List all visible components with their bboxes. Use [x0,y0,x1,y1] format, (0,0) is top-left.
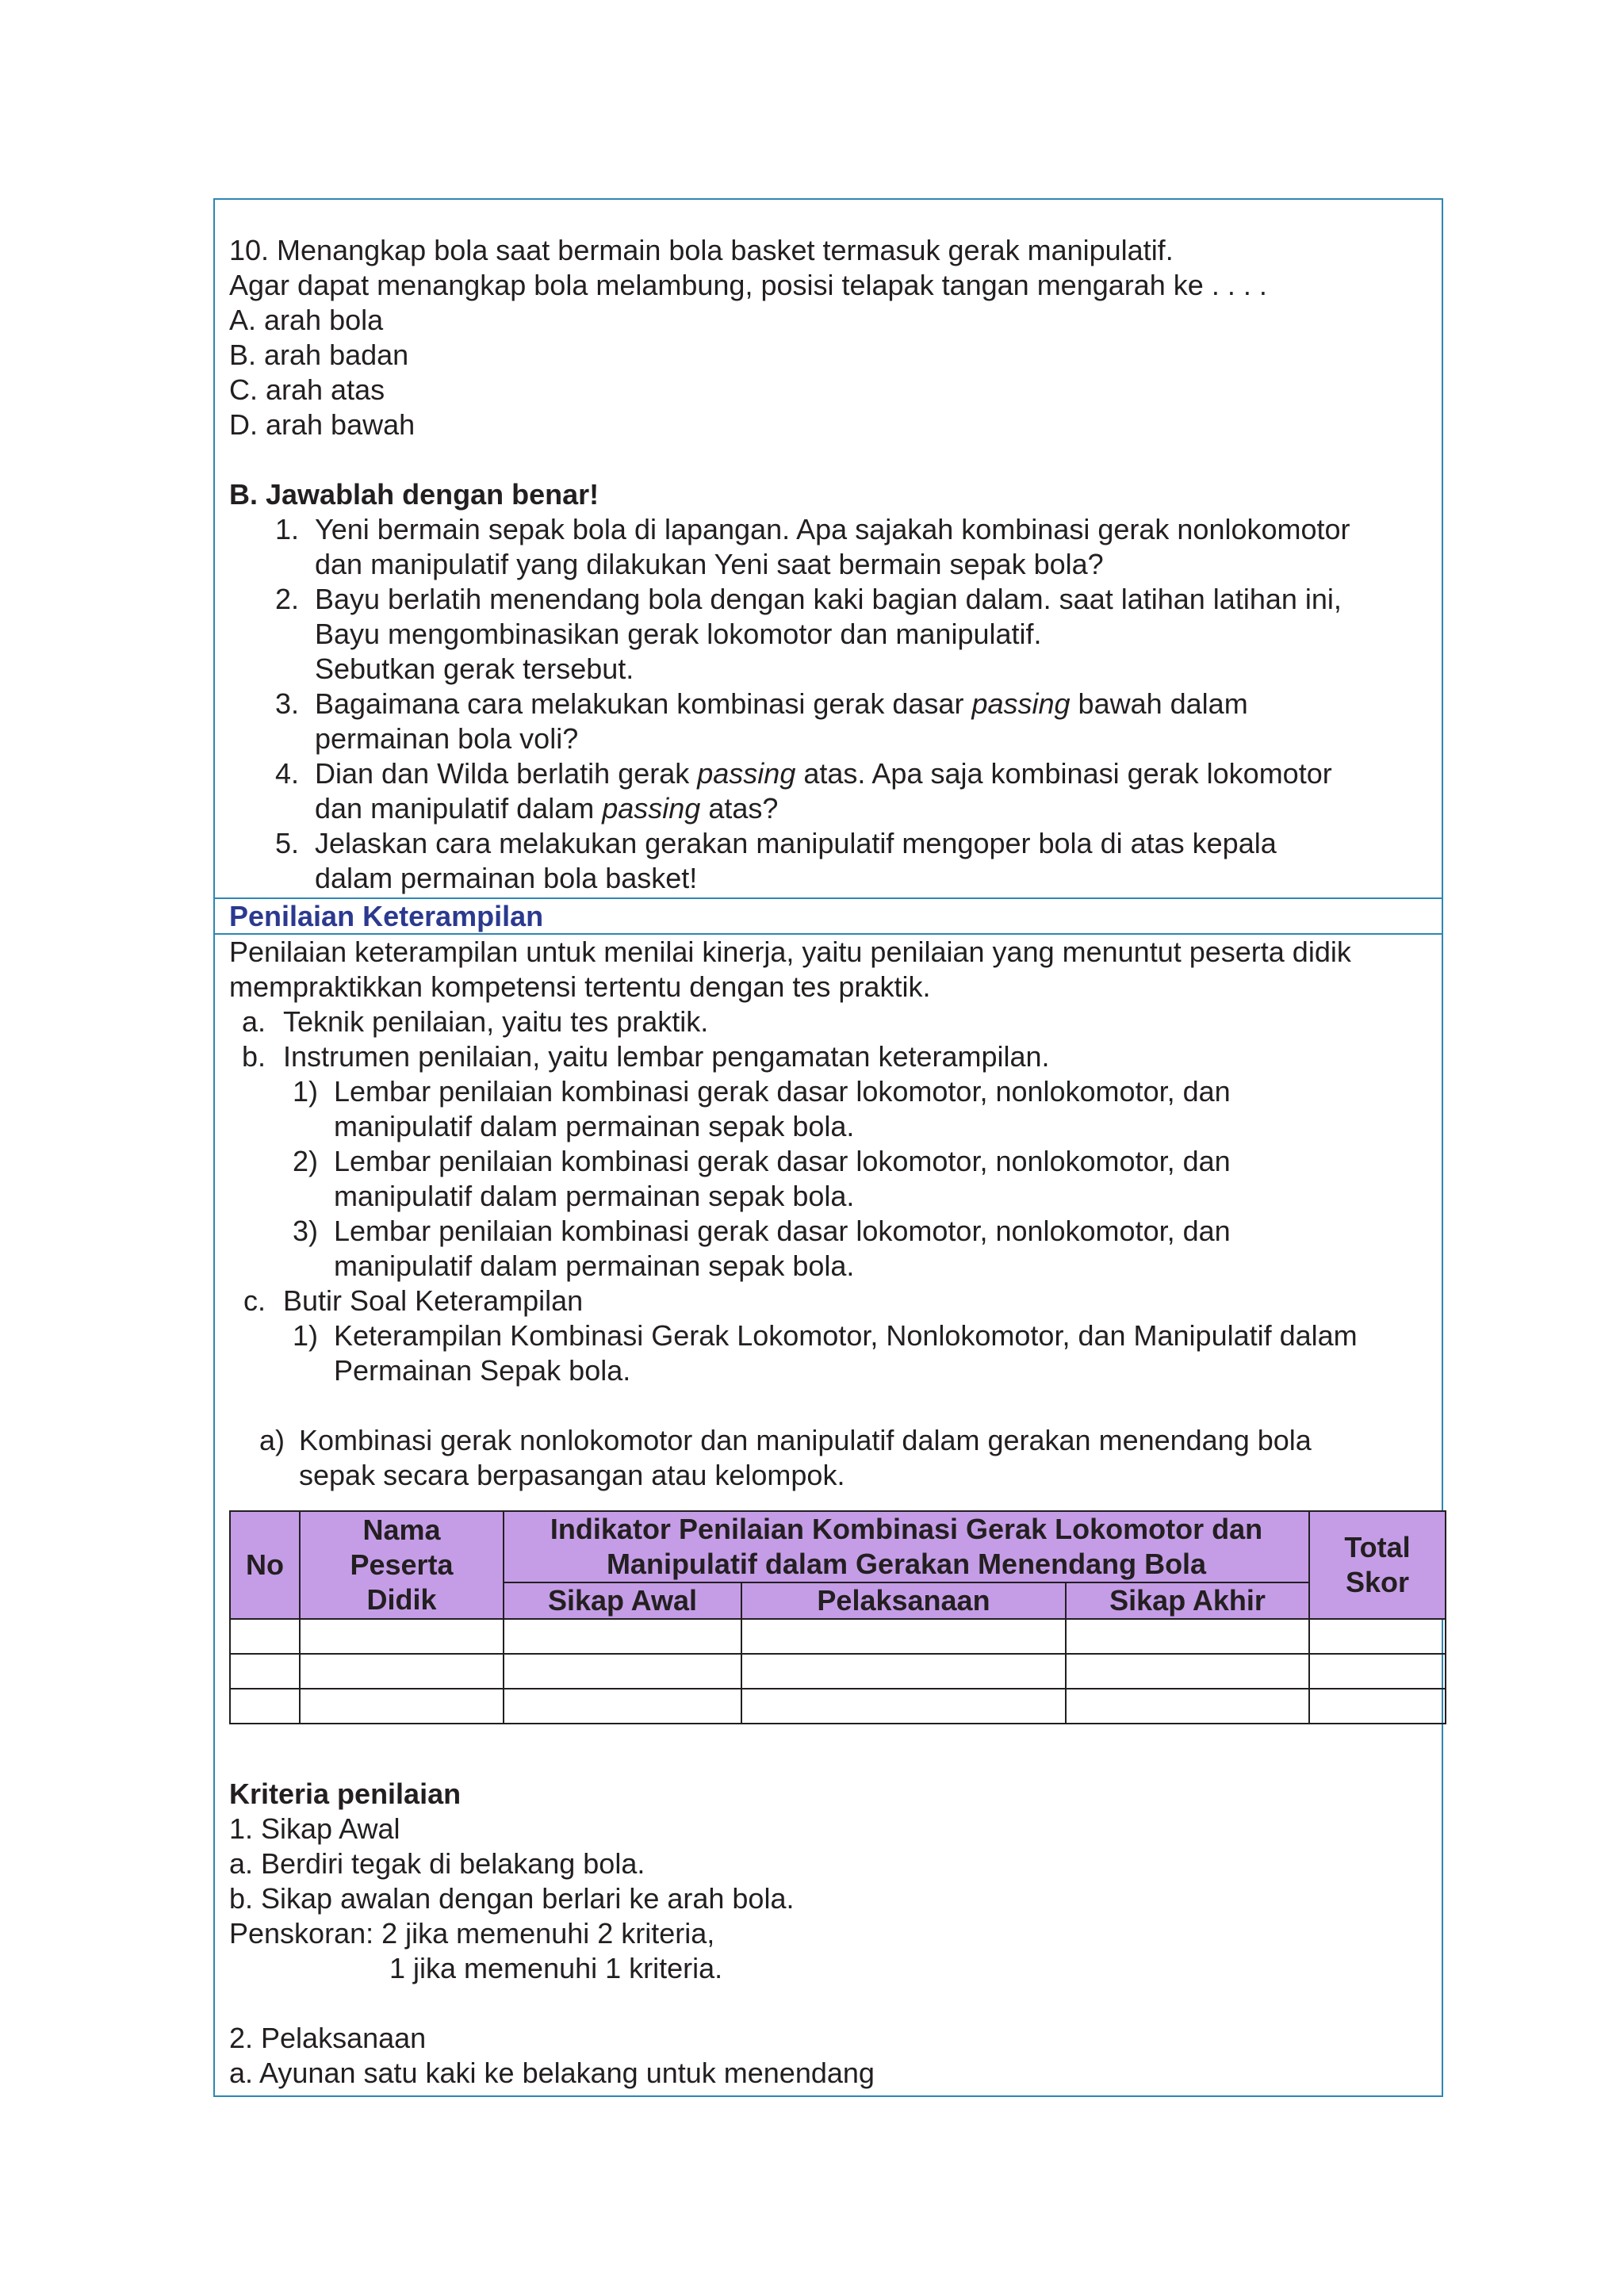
list-item-text: manipulatif dalam permainan sepak bola. [334,1180,855,1212]
essay-item-line: Sebutkan gerak tersebut. [315,652,634,685]
list-item-text: Lembar penilaian kombinasi gerak dasar lokomotor, nonlokomotor, dan [334,1145,1231,1177]
penskoran-line-1: Penskoran: 2 jika memenuhi 2 kriteria, [229,1917,715,1950]
instrumen-subitem-1 [229,1074,1442,1144]
instrumen-subitem-2 [229,1144,1442,1214]
column-header-sikap-akhir: Sikap Akhir [1066,1582,1309,1619]
list-item-text: sepak secara berpasangan atau kelompok. [299,1459,845,1491]
list-marker: 1) [292,1319,318,1352]
essay-item-number: 3. [274,687,299,720]
column-header-total: Total Skor [1309,1511,1446,1619]
table-row [230,1689,1446,1724]
essay-item-line: Bayu mengombinasikan gerak lokomotor dan manipulatif. [315,618,1042,650]
penilaian-heading-row [229,899,1442,934]
list-marker: 3) [292,1215,318,1247]
column-header-no: No [230,1511,300,1619]
question-10-stem-line-1: 10. Menangkap bola saat bermain bola basket termasuk gerak manipulatif. [229,234,1174,266]
list-marker: a) [259,1424,285,1456]
essay-item-line: dalam permainan bola basket! [315,862,698,894]
table-row [230,1654,1446,1689]
kriteria-sikap-awal-heading: 1. Sikap Awal [229,1812,400,1845]
essay-item-5 [229,826,1442,896]
essay-item-number: 5. [274,827,299,859]
list-item-text: Kombinasi gerak nonlokomotor dan manipulatif dalam gerakan menendang bola [299,1424,1312,1456]
essay-item-number: 4. [274,757,299,790]
essay-item-line: dan manipulatif yang dilakukan Yeni saat bermain sepak bola? [315,548,1104,580]
list-item-text: Instrumen penilaian, yaitu lembar pengamatan keterampilan. [283,1040,1050,1073]
kriteria-pelaksanaan-heading: 2. Pelaksanaan [229,2022,427,2054]
list-item-text: Butir Soal Keterampilan [283,1284,584,1317]
list-marker: a. [241,1005,266,1038]
kriteria-pelaksanaan-item: a. Ayunan satu kaki ke belakang untuk menendang [229,2057,875,2089]
questions-section [229,233,1442,896]
essay-item-line: dan manipulatif dalam passing atas? [315,792,779,825]
list-marker: 1) [292,1075,318,1108]
penilaian-section [229,935,1442,2091]
essay-item-1 [229,512,1442,582]
list-item-text: Permainan Sepak bola. [334,1354,631,1387]
question-10-option-b: B. arah badan [229,339,409,371]
penilaian-item-a [229,1004,1442,1039]
essay-item-4 [229,756,1442,826]
list-item-text: Lembar penilaian kombinasi gerak dasar lokomotor, nonlokomotor, dan [334,1075,1231,1108]
list-item-text: manipulatif dalam permainan sepak bola. [334,1249,855,1282]
kriteria-sikap-awal-item: a. Berdiri tegak di belakang bola. [229,1847,645,1880]
essay-item-line: Yeni bermain sepak bola di lapangan. Apa sajakah kombinasi gerak nonlokomotor [315,513,1350,545]
penilaian-intro-line-1: Penilaian keterampilan untuk menilai kinerja, yaitu penilaian yang menuntut peserta didik [229,936,1351,968]
essay-item-number: 1. [274,513,299,545]
penskoran-line-2: 1 jika memenuhi 1 kriteria. [389,1952,723,1984]
list-marker: 2) [292,1145,318,1177]
column-header-sikap-awal: Sikap Awal [504,1582,741,1619]
column-header-indikator: Indikator Penilaian Kombinasi Gerak Lokomotor dan Manipulatif dalam Gerakan Menendang Bola [504,1511,1309,1582]
instrumen-subitem-3 [229,1214,1442,1284]
question-10-option-c: C. arah atas [229,373,385,406]
list-item-text: manipulatif dalam permainan sepak bola. [334,1110,855,1142]
essay-item-number: 2. [274,583,299,615]
penilaian-item-c [229,1284,1442,1318]
essay-item-line: Dian dan Wilda berlatih gerak passing atas. Apa saja kombinasi gerak lokomotor [315,757,1332,790]
kombinasi-subitem-a [229,1423,1442,1493]
essay-item-line: permainan bola voli? [315,722,579,755]
list-marker: c. [243,1284,266,1317]
table-row [230,1619,1446,1654]
list-item-text: Teknik penilaian, yaitu tes praktik. [283,1005,709,1038]
butir-soal-subitem-1 [229,1318,1442,1388]
kriteria-sikap-awal-item: b. Sikap awalan dengan berlari ke arah bola. [229,1882,795,1915]
column-header-nama: Nama Peserta Didik [300,1511,504,1619]
kriteria-title: Kriteria penilaian [229,1777,462,1810]
essay-item-line: Bagaimana cara melakukan kombinasi gerak dasar passing bawah dalam [315,687,1248,720]
essay-item-line: Jelaskan cara melakukan gerakan manipulatif mengoper bola di atas kepala [315,827,1277,859]
penilaian-keterampilan-heading: Penilaian Keterampilan [229,900,544,932]
essay-item-line: Bayu berlatih menendang bola dengan kaki bagian dalam. saat latihan latihan ini, [315,583,1342,615]
column-header-pelaksanaan: Pelaksanaan [741,1582,1066,1619]
question-10-option-a: A. arah bola [229,304,384,336]
essay-item-2 [229,582,1442,687]
document-frame [213,198,1443,2097]
question-10-stem-line-2: Agar dapat menangkap bola melambung, posisi telapak tangan mengarah ke . . . . [229,269,1267,301]
list-marker: b. [241,1040,266,1073]
penilaian-intro-line-2: mempraktikkan kompetensi tertentu dengan tes praktik. [229,970,931,1003]
assessment-table [229,1510,1446,1724]
question-10-option-d: D. arah bawah [229,408,416,441]
section-b-title: B. Jawablah dengan benar! [229,478,599,511]
penilaian-item-b [229,1039,1442,1074]
list-item-text: Keterampilan Kombinasi Gerak Lokomotor, Nonlokomotor, dan Manipulatif dalam [334,1319,1358,1352]
essay-item-3 [229,687,1442,756]
list-item-text: Lembar penilaian kombinasi gerak dasar lokomotor, nonlokomotor, dan [334,1215,1231,1247]
